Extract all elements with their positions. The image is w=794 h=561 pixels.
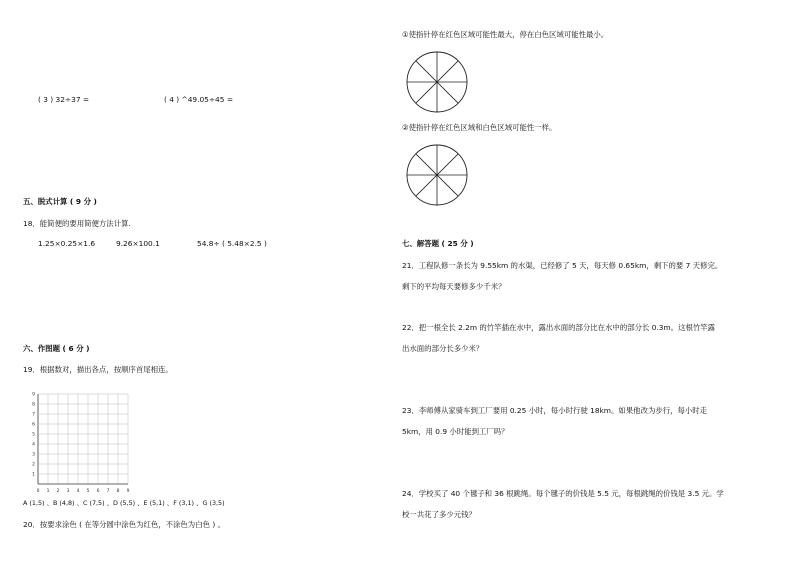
calc-3: 54.8÷ ( 5.48×2.5 ) bbox=[197, 239, 267, 248]
question-24-line-2: 校一共花了多少元钱？ bbox=[402, 510, 476, 519]
section-6-title: 六、作图题 ( 6 分 ) bbox=[23, 344, 90, 353]
calc-1: 1.25×0.25×1.6 bbox=[38, 239, 96, 248]
points-list: A (1,5) 、B (4,8) 、C (7,5) 、D (5,5) 、E (5,1) 、F (3,1) 、G (3,5) bbox=[23, 499, 225, 507]
calc-2: 9.26×100.1 bbox=[116, 239, 160, 248]
question-21-line-1: 21．工程队修一条长为 9.55km 的水渠，已经修了 5 天，每天修 0.65km，剩下的要 7 天修完。 bbox=[402, 261, 723, 270]
question-24-line-1: 24．学校买了 40 个毽子和 36 根跳绳。每个毽子的价钱是 5.5 元，每根跳绳的价钱是 3.5 元。学 bbox=[402, 489, 724, 498]
x-tick-label: 1 bbox=[46, 489, 50, 494]
question-4: ( 4 ) ^49.05÷45 = bbox=[164, 95, 234, 104]
color-item-1: ①使指针停在红色区域可能性最大，停在白色区域可能性最小。 bbox=[402, 30, 609, 39]
question-18: 18．能简便的要用简便方法计算. bbox=[23, 219, 131, 228]
x-tick-label: 4 bbox=[76, 489, 80, 494]
x-tick-label: 0 bbox=[36, 489, 40, 494]
x-tick-label: 8 bbox=[116, 489, 120, 494]
spinner-wheel-1 bbox=[405, 50, 469, 114]
question-21-line-2: 剩下的平均每天要修多少千米？ bbox=[402, 282, 506, 291]
y-tick-label: 5 bbox=[32, 432, 35, 438]
spinner-wheel-2 bbox=[405, 143, 469, 207]
y-tick-label: 2 bbox=[32, 462, 35, 468]
y-tick-label: 8 bbox=[32, 402, 35, 408]
question-23-line-2: 5km，用 0.9 小时能到工厂吗？ bbox=[402, 427, 509, 436]
y-tick-label: 6 bbox=[32, 422, 35, 428]
question-23-line-1: 23．李师傅从家骑车到工厂要用 0.25 小时，每小时行驶 18km。如果他改为步行，每小时走 bbox=[402, 406, 708, 415]
coordinate-grid bbox=[30, 387, 142, 495]
y-tick-label: 9 bbox=[32, 392, 35, 398]
question-19: 19．根据数对，描出各点，按顺序首尾相连。 bbox=[23, 365, 173, 374]
x-tick-label: 5 bbox=[86, 489, 90, 494]
y-tick-label: 3 bbox=[32, 452, 35, 458]
question-3: ( 3 ) 32÷37 = bbox=[38, 95, 90, 104]
question-22-line-2: 出水面的部分长多少米？ bbox=[402, 344, 484, 353]
y-tick-label: 1 bbox=[32, 472, 35, 478]
question-20: 20．按要求涂色 ( 在等分圆中涂色为红色，不涂色为白色 ) 。 bbox=[23, 520, 225, 529]
x-tick-label: 7 bbox=[106, 489, 110, 494]
section-7-title: 七、解答题 ( 25 分 ) bbox=[402, 239, 474, 248]
x-tick-label: 2 bbox=[56, 489, 60, 494]
section-5-title: 五、脱式计算 ( 9 分 ) bbox=[23, 197, 97, 206]
x-tick-label: 6 bbox=[96, 489, 100, 494]
x-tick-label: 3 bbox=[66, 489, 70, 494]
color-item-2: ②使指针停在红色区域和白色区域可能性一样。 bbox=[402, 123, 557, 132]
y-tick-label: 4 bbox=[32, 442, 35, 448]
y-tick-label: 7 bbox=[32, 412, 35, 418]
question-22-line-1: 22．把一根全长 2.2m 的竹竿插在水中，露出水面的部分比在水中的部分长 0.3m。这根竹竿露 bbox=[402, 323, 716, 332]
x-tick-label: 9 bbox=[126, 489, 130, 494]
